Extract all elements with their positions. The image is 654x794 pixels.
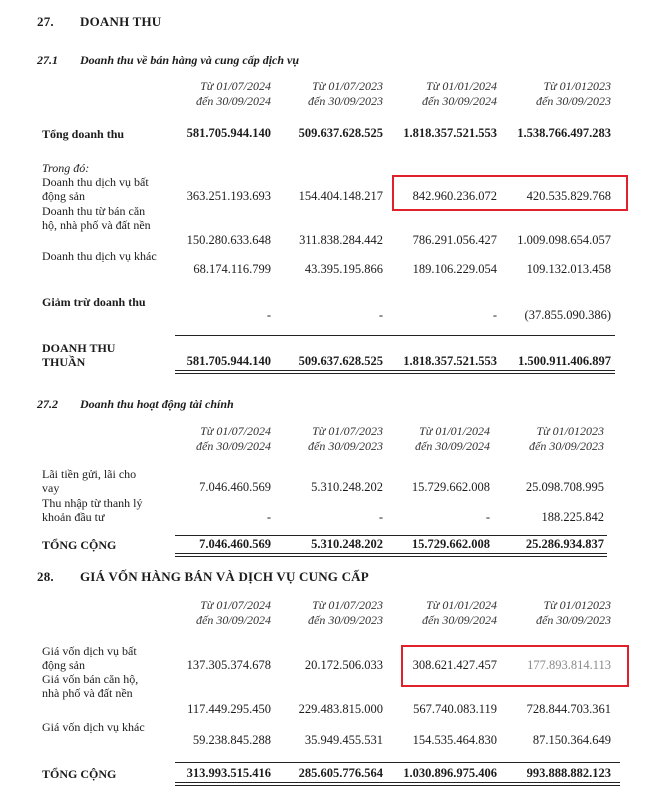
row-label: Giá vốn dịch vụ bất động sản xyxy=(42,644,137,672)
cell-value: 7.046.460.569 xyxy=(199,537,271,551)
cell-value: 154.535.464.830 xyxy=(412,733,497,747)
cell-value: 117.449.295.450 xyxy=(187,702,271,716)
column-header-to: đến 30/09/2024 xyxy=(422,94,497,108)
cell-value: 188.225.842 xyxy=(541,510,604,524)
cell-value: 43.395.195.866 xyxy=(304,262,383,276)
cell-value: 137.305.374.678 xyxy=(186,658,271,672)
cell-value: 150.280.633.648 xyxy=(186,233,271,247)
of-which-label: Trong đó: xyxy=(42,161,90,175)
column-header-from: Từ 01/01/2024 xyxy=(426,79,497,93)
cell-value: 509.637.628.525 xyxy=(298,126,383,140)
column-header-to: đến 30/09/2023 xyxy=(308,613,383,627)
cell-value: 285.605.776.564 xyxy=(298,766,383,780)
cell-value: - xyxy=(266,510,271,524)
row-label: Doanh thu từ bán căn hộ, nhà phố và đất nền xyxy=(42,204,151,232)
cell-value: 993.888.882.123 xyxy=(526,766,611,780)
subsection-27-1-number: 27.1 xyxy=(37,53,58,67)
cell-value: 786.291.056.427 xyxy=(412,233,497,247)
cell-value: - xyxy=(266,308,271,322)
column-header-from: Từ 01/01/2024 xyxy=(419,424,490,438)
cell-value: 1.009.098.654.057 xyxy=(517,233,611,247)
cell-value: 7.046.460.569 xyxy=(199,480,271,494)
subtotal-line xyxy=(175,535,607,536)
row-label: Doanh thu dịch vụ khác xyxy=(42,249,157,263)
cell-value: 1.030.896.975.406 xyxy=(403,766,497,780)
column-header-to: đến 30/09/2023 xyxy=(308,94,383,108)
section-27-number: 27. xyxy=(37,14,54,29)
cell-value: 567.740.083.119 xyxy=(413,702,497,716)
row-label: Giá vốn bán căn hộ, nhà phố và đất nền xyxy=(42,672,139,700)
cell-value: 581.705.944.140 xyxy=(186,354,271,368)
cell-value: (37.855.090.386) xyxy=(524,308,611,322)
section-28-title: GIÁ VỐN HÀNG BÁN VÀ DỊCH VỤ CUNG CẤP xyxy=(80,569,369,584)
subtotal-line xyxy=(175,335,615,336)
column-header-to: đến 30/09/2023 xyxy=(529,439,604,453)
total-double-line xyxy=(175,782,620,786)
column-header-to: đến 30/09/2023 xyxy=(308,439,383,453)
subsection-27-1-title: Doanh thu về bán hàng và cung cấp dịch vụ xyxy=(80,53,300,67)
column-header-from: Từ 01/07/2024 xyxy=(200,424,271,438)
column-header-to: đến 30/09/2024 xyxy=(196,613,271,627)
cell-value: 177.893.814.113 xyxy=(527,658,611,672)
cell-value: 87.150.364.649 xyxy=(532,733,611,747)
column-header-to: đến 30/09/2023 xyxy=(536,94,611,108)
subtotal-line xyxy=(175,762,620,763)
cell-value: - xyxy=(485,510,490,524)
row-label: Doanh thu dịch vụ bất động sản xyxy=(42,175,149,203)
cell-value: 5.310.248.202 xyxy=(311,480,383,494)
column-header-from: Từ 01/012023 xyxy=(543,79,611,93)
cell-value: 581.705.944.140 xyxy=(186,126,271,140)
row-label: Giảm trừ doanh thu xyxy=(42,295,146,309)
column-header-to: đến 30/09/2024 xyxy=(422,613,497,627)
column-header-from: Từ 01/07/2024 xyxy=(200,79,271,93)
cell-value: 1.818.357.521.553 xyxy=(403,126,497,140)
cell-value: 189.106.229.054 xyxy=(412,262,497,276)
cell-value: 363.251.193.693 xyxy=(186,189,271,203)
cell-value: 311.838.284.442 xyxy=(299,233,383,247)
cell-value: 59.238.845.288 xyxy=(192,733,271,747)
section-27-title: DOANH THU xyxy=(80,14,162,29)
column-header-from: Từ 01/07/2023 xyxy=(312,598,383,612)
column-header-to: đến 30/09/2024 xyxy=(415,439,490,453)
highlight-box-revenue xyxy=(392,175,628,211)
column-header-to: đến 30/09/2023 xyxy=(536,613,611,627)
row-label: TỔNG CỘNG xyxy=(42,538,117,552)
subsection-27-2-number: 27.2 xyxy=(37,397,58,411)
cell-value: - xyxy=(378,510,383,524)
cell-value: 5.310.248.202 xyxy=(311,537,383,551)
cell-value: 420.535.829.768 xyxy=(526,189,611,203)
cell-value: 20.172.506.033 xyxy=(304,658,383,672)
cell-value: 68.174.116.799 xyxy=(193,262,271,276)
row-label: Lãi tiền gửi, lãi cho vay xyxy=(42,467,137,495)
row-label: Giá vốn dịch vụ khác xyxy=(42,720,145,734)
row-label: TỔNG CỘNG xyxy=(42,767,117,781)
cell-value: 109.132.013.458 xyxy=(526,262,611,276)
total-double-line xyxy=(175,553,607,557)
cell-value: 25.286.934.837 xyxy=(525,537,604,551)
cell-value: 25.098.708.995 xyxy=(525,480,604,494)
cell-value: 308.621.427.457 xyxy=(412,658,497,672)
row-label: Thu nhập từ thanh lý khoản đầu tư xyxy=(42,496,143,524)
column-header-to: đến 30/09/2024 xyxy=(196,439,271,453)
cell-value: 842.960.236.072 xyxy=(412,189,497,203)
cell-value: 15.729.662.008 xyxy=(411,480,490,494)
row-label: Tổng doanh thu xyxy=(42,127,125,141)
cell-value: 15.729.662.008 xyxy=(411,537,490,551)
column-header-from: Từ 01/01/2024 xyxy=(426,598,497,612)
column-header-to: đến 30/09/2024 xyxy=(196,94,271,108)
column-header-from: Từ 01/012023 xyxy=(543,598,611,612)
subsection-27-2-title: Doanh thu hoạt động tài chính xyxy=(80,397,234,411)
section-28-number: 28. xyxy=(37,569,54,584)
total-double-line xyxy=(175,370,615,374)
cell-value: 1.500.911.406.897 xyxy=(517,354,611,368)
column-header-from: Từ 01/07/2023 xyxy=(312,424,383,438)
cell-value: 1.818.357.521.553 xyxy=(403,354,497,368)
column-header-from: Từ 01/07/2024 xyxy=(200,598,271,612)
cell-value: - xyxy=(378,308,383,322)
column-header-from: Từ 01/012023 xyxy=(536,424,604,438)
cell-value: - xyxy=(492,308,497,322)
cell-value: 35.949.455.531 xyxy=(304,733,383,747)
column-header-from: Từ 01/07/2023 xyxy=(312,79,383,93)
cell-value: 509.637.628.525 xyxy=(298,354,383,368)
cell-value: 154.404.148.217 xyxy=(298,189,383,203)
row-label: DOANH THU THUẦN xyxy=(42,341,116,369)
cell-value: 229.483.815.000 xyxy=(298,702,383,716)
cell-value: 728.844.703.361 xyxy=(526,702,611,716)
highlight-box-cost xyxy=(401,645,629,687)
cell-value: 1.538.766.497.283 xyxy=(517,126,611,140)
cell-value: 313.993.515.416 xyxy=(186,766,271,780)
